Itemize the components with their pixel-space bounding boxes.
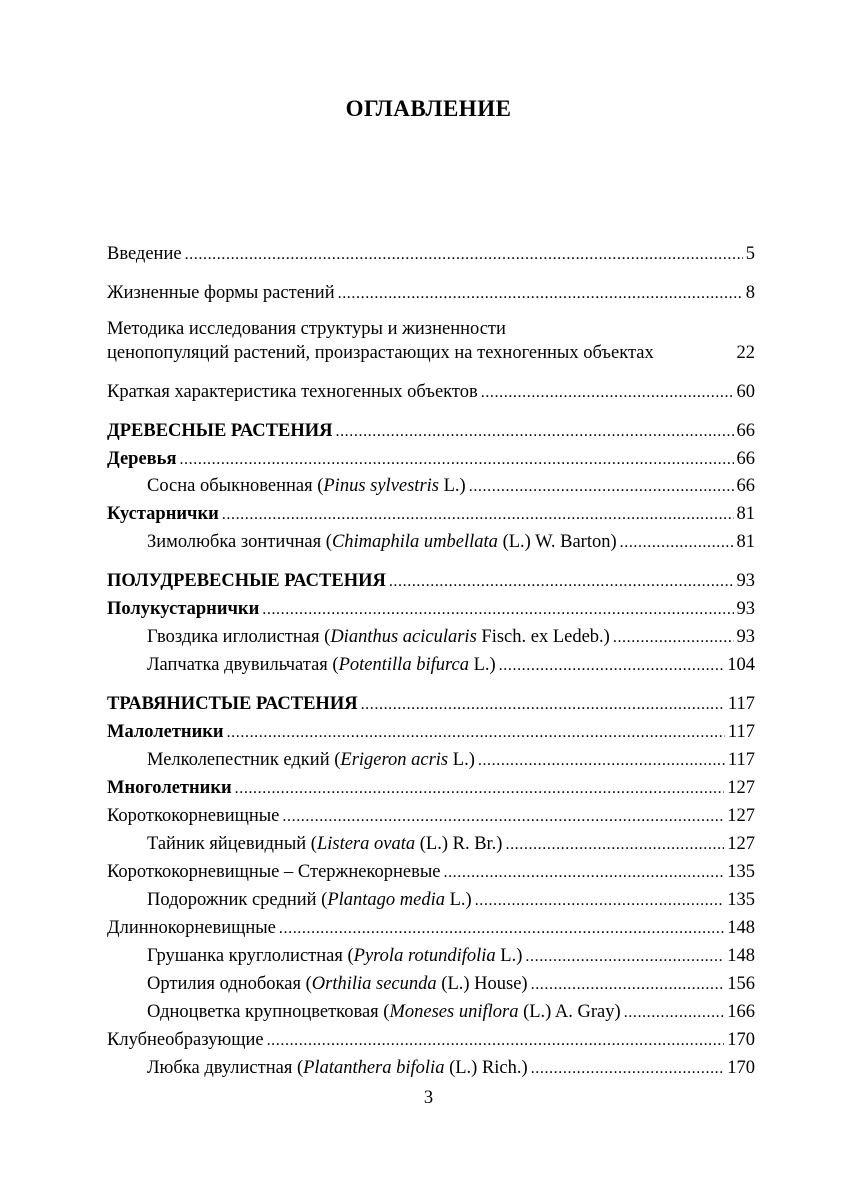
toc-page-number: 135 [727,862,755,882]
toc-page-number: 127 [727,834,755,854]
toc-entry-label: Короткокорневищные – Стержнекорневые [107,862,441,882]
species-name: Мелколепестник едкий ( [147,750,341,770]
toc-entry-perennials[interactable] [107,776,755,800]
page-title: ОГЛАВЛЕНИЕ [345,96,512,121]
leader-dots [443,861,724,885]
leader-dots [267,1029,725,1053]
species-name: Любка двулистная ( [147,1058,304,1078]
toc-entry-label: Длиннокорневищные [107,918,276,938]
latin-name: Plantago media [327,890,445,910]
species-author: (L.) A. Gray) [518,1002,621,1022]
species-name: Одноцветка крупноцветковая ( [147,1002,390,1022]
toc-entry-chimaphila[interactable] [147,530,755,554]
toc-page-number: 170 [727,1030,755,1050]
leader-dots [469,475,734,499]
species-name: Грушанка круглолистная ( [147,946,354,966]
species-author: L.) [495,946,523,966]
toc-page-number: 170 [727,1058,755,1078]
toc-entry-label: Малолетники [107,722,224,742]
toc-entry-label: Деревья [107,449,177,469]
toc-page-number: 93 [736,627,755,647]
leader-dots [185,243,743,267]
toc-entry-label: Полукустарнички [107,599,260,619]
toc-entry-semi-woody-plants[interactable] [107,569,755,593]
toc-entry-label: Жизненные формы растений [107,283,335,303]
species-author: L.) [448,750,475,770]
latin-name: Listera ovata [316,834,416,854]
species-name: Подорожник средний ( [147,890,328,910]
toc-entry-moneses[interactable] [147,1000,755,1024]
species-name: Сосна обыкновенная ( [147,476,324,496]
leader-dots [335,420,733,444]
toc-entry-label: ДРЕВЕСНЫЕ РАСТЕНИЯ [107,421,333,441]
toc-entry-erigeron[interactable] [147,748,755,772]
leader-dots [475,889,725,913]
toc-entry-platanthera[interactable] [147,1056,755,1080]
latin-name: Pinus sylvestris [323,476,439,496]
toc-page-number: 117 [727,722,755,742]
leader-dots [620,531,734,555]
toc-entry-orthilia[interactable] [147,972,755,996]
toc-entry-listera[interactable] [147,832,755,856]
toc-page-number: 66 [736,421,755,441]
species-author: (L.) W. Barton) [497,532,617,552]
toc-page-number: 93 [736,571,755,591]
latin-name: Potentilla bifurca [338,655,469,675]
toc-page-number: 104 [727,655,755,675]
leader-dots [505,833,724,857]
species-name: Зимолюбка зонтичная ( [147,532,332,552]
toc-entry-technogenic-objects[interactable] [107,380,755,404]
toc-entry-short-rhizome[interactable] [107,804,755,828]
leader-dots [531,973,725,997]
toc-page-number: 135 [727,890,755,910]
leader-dots [389,570,734,594]
species-name: Ортилия однобокая ( [147,974,312,994]
page-number: 3 [423,1088,434,1108]
toc-page-number: 8 [745,283,755,303]
leader-dots [262,598,733,622]
leader-dots [279,917,724,941]
toc-entry-long-rhizome[interactable] [107,916,755,940]
toc-page-number: 148 [727,946,755,966]
toc-entry-oligocarpic[interactable] [107,720,755,744]
toc-entry-life-forms[interactable] [107,281,755,305]
toc-entry-label-line2: ценопопуляций растений, произрастающих на техногенных объектах [107,343,654,363]
toc-page-number: 156 [727,974,755,994]
leader-dots [235,777,725,801]
toc-page-number: 22 [736,343,755,363]
species-author: (L.) Rich.) [444,1058,528,1078]
leader-dots [531,1057,725,1081]
leader-dots [222,503,734,527]
toc-entry-methodology[interactable] [107,317,755,367]
toc-entry-pinus[interactable] [147,474,755,498]
toc-entry-label: Краткая характеристика техногенных объектов [107,382,478,402]
toc-page-number: 5 [745,244,755,264]
latin-name: Dianthus acicularis [330,627,477,647]
leader-dots [499,654,725,678]
toc-page-number: 66 [736,476,755,496]
species-name: Тайник яйцевидный ( [147,834,317,854]
latin-name: Chimaphila umbellata [331,532,498,552]
toc-page-number: 117 [727,694,755,714]
leader-dots [478,749,725,773]
latin-name: Pyrola rotundifolia [353,946,496,966]
toc-entry-subshrubs[interactable] [107,597,755,621]
toc-page-number: 127 [727,778,755,798]
toc-entry-label: Многолетники [107,778,232,798]
toc-entry-dwarf-shrubs[interactable] [107,502,755,526]
species-author: L.) [444,890,472,910]
species-author: L.) [439,476,466,496]
toc-entry-pyrola[interactable] [147,944,755,968]
toc-entry-dianthus[interactable] [147,625,755,649]
toc-entry-herbaceous-plants[interactable] [107,692,755,716]
toc-page-number: 127 [727,806,755,826]
toc-entry-woody-plants[interactable] [107,419,755,443]
leader-dots [179,448,733,472]
latin-name: Erigeron acris [340,750,449,770]
leader-dots [282,805,724,829]
toc-entry-short-rhizome-taproot[interactable] [107,860,755,884]
toc-entry-plantago[interactable] [147,888,755,912]
species-author: (L.) R. Br.) [415,834,503,854]
toc-page-number: 81 [736,504,755,524]
toc-entry-label: ТРАВЯНИСТЫЕ РАСТЕНИЯ [107,694,358,714]
toc-page-number: 66 [736,449,755,469]
toc-entry-label: Короткокорневищные [107,806,280,826]
toc-entry-trees[interactable] [107,447,755,471]
toc-entry-tuberous[interactable] [107,1028,755,1052]
species-author: Fisch. ex Ledeb.) [476,627,610,647]
leader-dots [613,626,734,650]
toc-page-number: 166 [727,1002,755,1022]
species-name: Лапчатка двувильчатая ( [147,655,339,675]
toc-page-number: 148 [727,918,755,938]
toc-entry-label: Клубнеобразующие [107,1030,264,1050]
leader-dots [481,381,734,405]
latin-name: Moneses uniflora [389,1002,519,1022]
toc-page-number: 93 [736,599,755,619]
leader-dots [525,945,724,969]
toc-page-number: 117 [727,750,755,770]
leader-dots [227,721,725,745]
toc-entry-label-line1: Методика исследования структуры и жизненности [107,319,506,339]
toc-entry-label: ПОЛУДРЕВЕСНЫЕ РАСТЕНИЯ [107,571,386,591]
species-author: (L.) House) [436,974,528,994]
toc-page-number: 60 [736,382,755,402]
leader-dots [624,1001,725,1025]
species-name: Гвоздика иглолистная ( [147,627,331,647]
leader-dots [361,693,725,717]
species-author: L.) [468,655,496,675]
toc-entry-introduction[interactable] [107,242,755,266]
toc-page-number: 81 [736,532,755,552]
toc-entry-label: Введение [107,244,182,264]
leader-dots [338,282,743,306]
toc-entry-label: Кустарнички [107,504,219,524]
latin-name: Platanthera bifolia [303,1058,445,1078]
latin-name: Orthilia secunda [311,974,437,994]
toc-entry-potentilla[interactable] [147,653,755,677]
